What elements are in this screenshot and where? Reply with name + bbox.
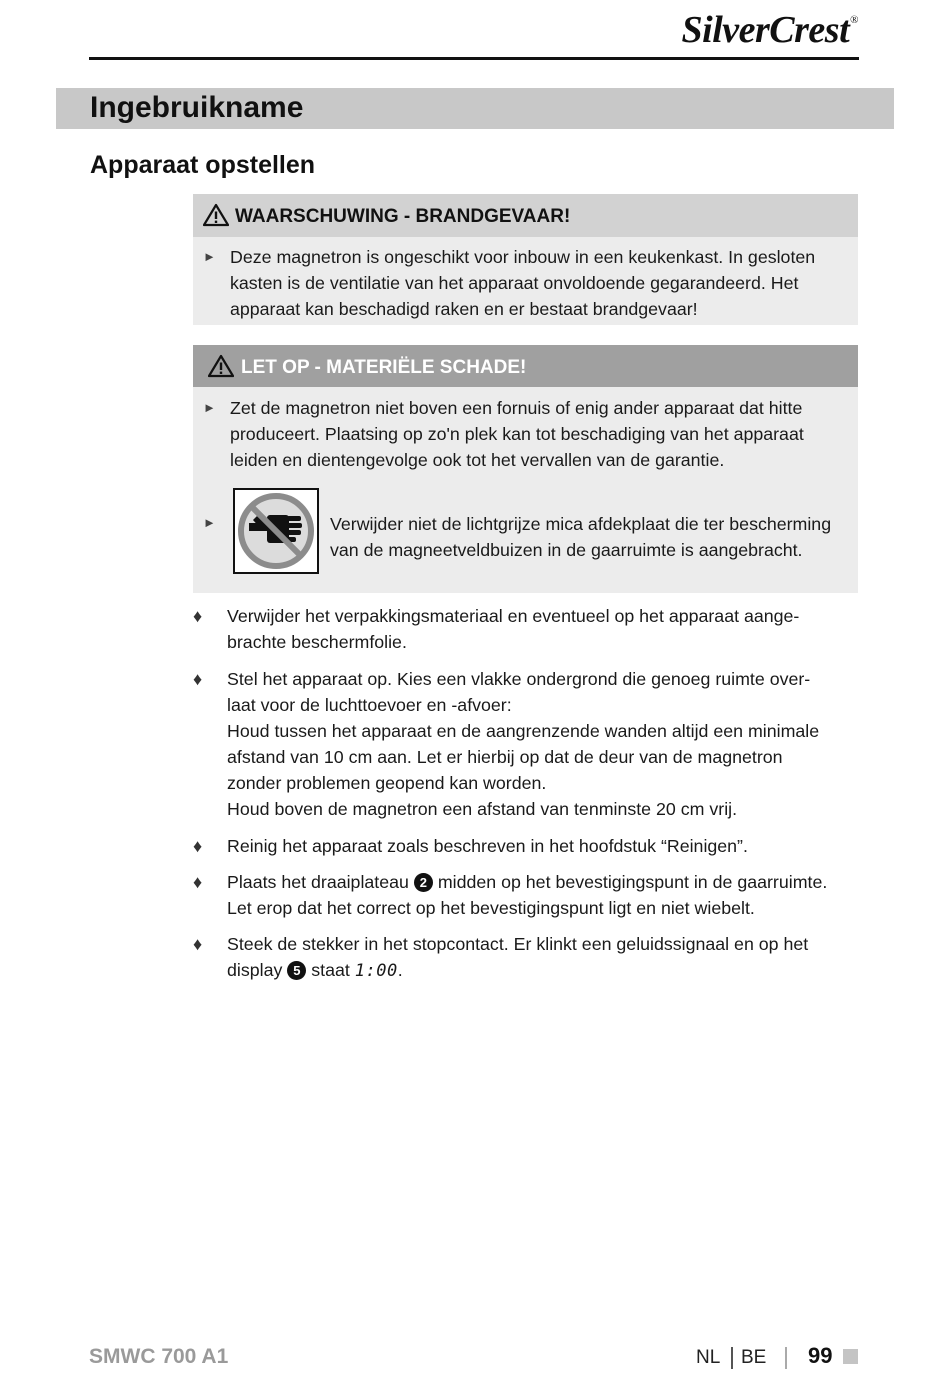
step-line: Reinig het apparaat zoals beschreven in het hoofdstuk “Reinigen”. bbox=[227, 836, 748, 856]
caution-box-header bbox=[193, 345, 858, 387]
step-line: Houd boven de magnetron een afstand van tenminste 20 cm vrij. bbox=[227, 799, 738, 819]
footer-language bbox=[741, 1344, 766, 1372]
step-text bbox=[227, 666, 867, 822]
step-line: Let erop dat het correct op het bevestigingspunt ligt en niet wiebelt. bbox=[227, 898, 755, 918]
do-not-remove-hand-icon bbox=[235, 490, 317, 572]
subsection-title: Apparaat opstellen bbox=[90, 151, 316, 179]
step-text bbox=[227, 869, 867, 921]
step-text bbox=[227, 833, 867, 859]
footer-separator bbox=[785, 1347, 787, 1369]
caution-line: Zet de magnetron niet boven een fornuis of enig ander apparaat dat hitte bbox=[230, 398, 803, 418]
arrow-bullet-icon: ► bbox=[203, 249, 216, 264]
caution-line: produceert. Plaatsing op zo'n plek kan tot beschadiging van het apparaat bbox=[230, 424, 804, 444]
step-line bbox=[227, 957, 867, 984]
footer-marker bbox=[843, 1349, 858, 1364]
step-line: Stel het apparaat op. Kies een vlakke ondergrond die genoeg ruimte over- bbox=[227, 669, 811, 689]
step-line: afstand van 10 cm aan. Let er hierbij op dat de deur van de magnetron bbox=[227, 747, 783, 767]
caution-item-text bbox=[230, 395, 850, 473]
footer-separator bbox=[731, 1347, 733, 1369]
diamond-bullet-icon: ♦ bbox=[193, 836, 203, 856]
display-reference-number: 5 bbox=[287, 961, 306, 980]
warning-triangle-icon bbox=[203, 203, 229, 227]
caution-box bbox=[193, 345, 858, 593]
diamond-bullet-icon: ♦ bbox=[193, 606, 203, 626]
step-line bbox=[227, 869, 867, 895]
warning-text bbox=[230, 244, 850, 322]
footer-language bbox=[696, 1344, 720, 1372]
step-line: brachte beschermfolie. bbox=[227, 632, 407, 652]
warning-line: kasten is de ventilatie van het apparaat onvoldoende gegarandeerd. Het bbox=[230, 273, 799, 293]
diamond-bullet-icon: ♦ bbox=[193, 669, 203, 689]
mica-line: van de magneetveldbuizen in de gaarruimte is aangebracht. bbox=[330, 540, 803, 560]
step-text-part: Plaats het draaiplateau bbox=[227, 872, 409, 892]
section-title: Ingebruikname bbox=[90, 91, 304, 124]
step-line: laat voor de luchttoevoer en -afvoer: bbox=[227, 695, 512, 715]
brand-name: SilverCrest bbox=[681, 9, 850, 51]
diamond-bullet-icon: ♦ bbox=[193, 934, 203, 954]
step-text-part: . bbox=[397, 960, 403, 980]
turntable-reference-number: 2 bbox=[414, 873, 433, 892]
mica-warning-text bbox=[330, 511, 855, 563]
arrow-bullet-icon: ► bbox=[203, 515, 216, 530]
display-readout: 1:00 bbox=[354, 961, 398, 981]
mica-line: Verwijder niet de lichtgrijze mica afdekplaat die ter bescherming bbox=[330, 514, 832, 534]
step-text-part: staat bbox=[311, 960, 350, 980]
caution-line: leiden en dientengevolge ook tot het vervallen van de garantie. bbox=[230, 450, 725, 470]
setup-steps-list bbox=[190, 603, 870, 993]
warning-line: Deze magnetron is ongeschikt voor inbouw in een keukenkast. In gesloten bbox=[230, 247, 816, 267]
step-text-part: midden op het bevestigingspunt in de gaarruimte. bbox=[437, 872, 828, 892]
warning-box bbox=[193, 194, 858, 325]
registered-mark: ® bbox=[850, 14, 858, 26]
diamond-bullet-icon: ♦ bbox=[193, 872, 203, 892]
step-text-part: display bbox=[227, 960, 283, 980]
warning-title: WAARSCHUWING - BRANDGEVAAR! bbox=[235, 206, 571, 227]
warning-box-header bbox=[193, 194, 858, 237]
step-line: Steek de stekker in het stopcontact. Er klinkt een geluidssignaal en op het bbox=[227, 934, 809, 954]
language-nl: NL bbox=[696, 1347, 721, 1368]
step-text bbox=[227, 931, 867, 984]
arrow-bullet-icon: ► bbox=[203, 400, 216, 415]
header-rule bbox=[89, 57, 859, 60]
warning-triangle-icon bbox=[208, 354, 234, 378]
language-be: BE bbox=[741, 1347, 767, 1368]
step-line: zonder problemen geopend kan worden. bbox=[227, 773, 547, 793]
prohibition-pictogram bbox=[233, 488, 319, 574]
step-line: Houd tussen het apparaat en de aangrenzende wanden altijd een minimale bbox=[227, 721, 820, 741]
step-line: Verwijder het verpakkingsmateriaal en eventueel op het apparaat aange- bbox=[227, 606, 800, 626]
caution-title: LET OP - MATERIËLE SCHADE! bbox=[241, 357, 527, 378]
step-text bbox=[227, 603, 867, 655]
brand-logo bbox=[682, 8, 858, 52]
footer-model-number: SMWC 700 A1 bbox=[89, 1345, 229, 1368]
warning-line: apparaat kan beschadigd raken en er bestaat brandgevaar! bbox=[230, 299, 698, 319]
page-number: 99 bbox=[808, 1343, 833, 1368]
